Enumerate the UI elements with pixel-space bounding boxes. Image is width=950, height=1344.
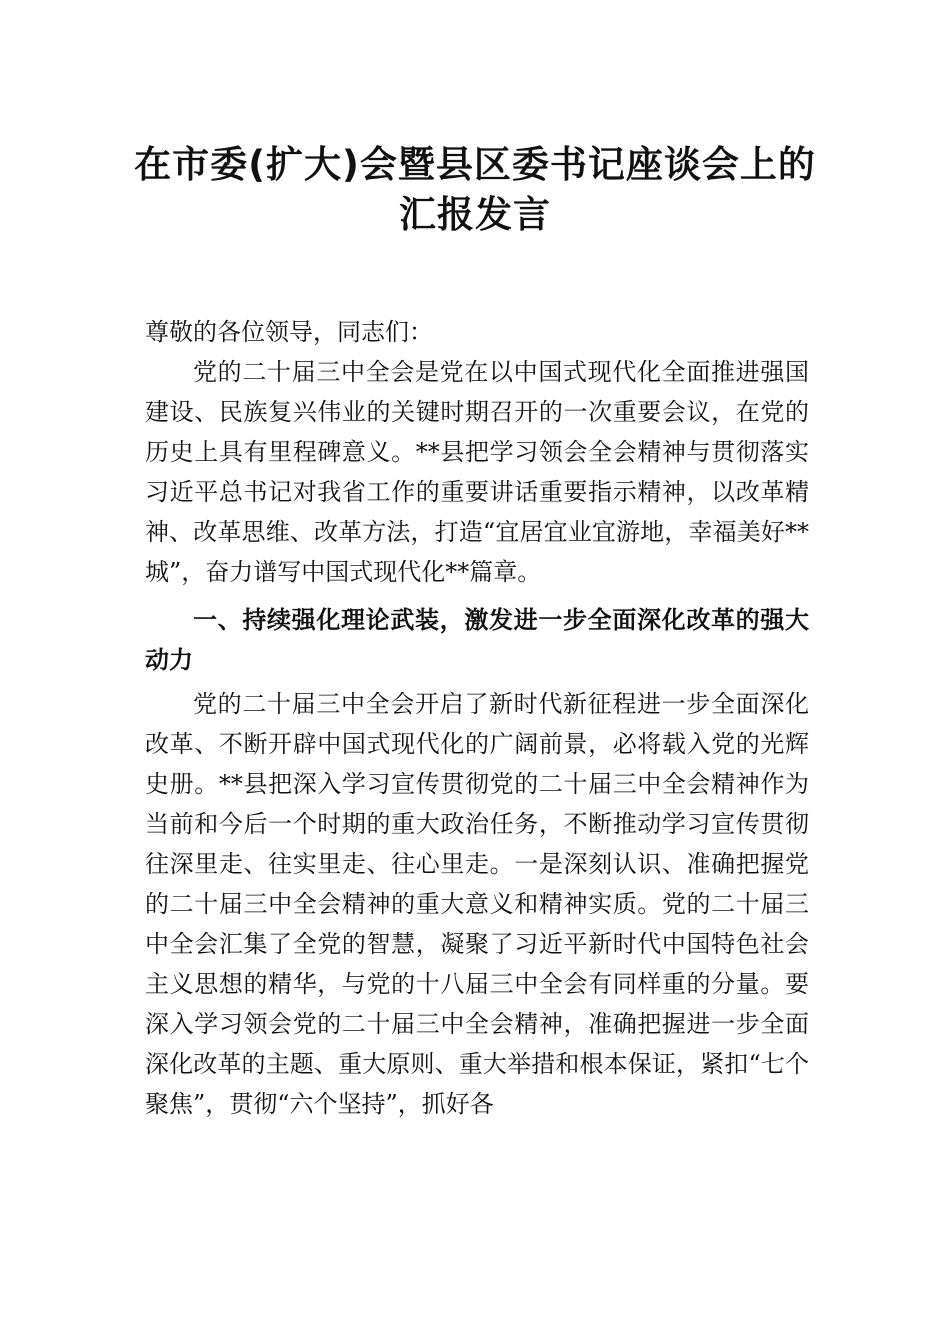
- page-title: 在市委(扩大)会暨县区委书记座谈会上的汇报发言: [134, 143, 816, 236]
- section-heading-1: 一、持续强化理论武装，激发进一步全面深化改革的强大动力: [145, 606, 809, 674]
- section-1-paragraph: 党的二十届三中全会开启了新时代新征程进一步全面深化改革、不断开辟中国式现代化的广阔前景，必将载入党的光辉史册。**县把深入学习宣传贯彻党的二十届三中全会精神作为当前和今后一个时期的重大政治任务，不断推动学习宣传贯彻往深里走、往实里走、往心里走。一是深刻认识、准确把握党的二十届三中全会精神的重大意义和精神实质。党的二十届三中全会汇集了全党的智慧，凝聚了习近平新时代中国特色社会主义思想的精华，与党的十八届三中全会有同样重的分量。要深入学习领会党的二十届三中全会精神，准确把握进一步全面深化改革的主题、重大原则、重大举措和根本保证，紧扣“七个聚焦”，贯彻“六个坚持”，抓好各: [145, 690, 809, 1118]
- intro-paragraph: 党的二十届三中全会是党在以中国式现代化全面推进强国建设、民族复兴伟业的关键时期召开的一次重要会议，在党的历史上具有里程碑意义。**县把学习领会全会精神与贯彻落实习近平总书记对我省工作的重要讲话重要指示精神，以改革精神、改革思维、改革方法，打造“宜居宜业宜游地，幸福美好**城”，奋力谱写中国式现代化**篇章。: [145, 358, 809, 586]
- salutation: 尊敬的各位领导，同志们：: [145, 318, 433, 346]
- document-body: [145, 312, 809, 1124]
